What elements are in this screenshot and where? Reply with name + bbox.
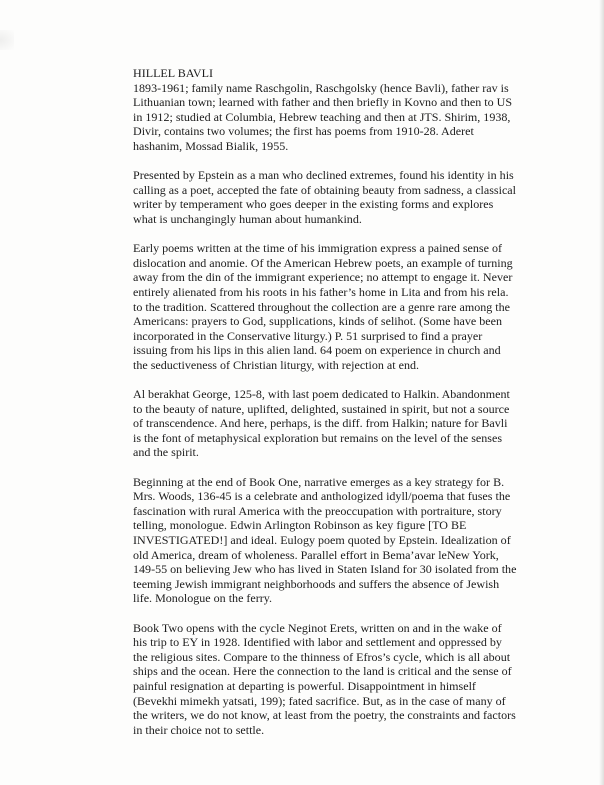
paragraph-6: [133, 621, 533, 738]
paragraph-list: [133, 81, 533, 738]
paragraph-5: [133, 475, 533, 606]
text-line: the seductiveness of Christian liturgy, with rejection at end.: [133, 357, 420, 372]
text-line: Divir, contains two volumes; the first has poems from 1910-28. Aderet: [133, 124, 474, 139]
text-line: Americans: prayers to God, supplications, kinds of selihot. (Some have been: [133, 314, 503, 329]
text-line: writer by temperament who goes deeper in the existing forms and explores: [133, 197, 494, 212]
text-line: fascination with rural America with the preoccupation with portraiture, story: [133, 503, 502, 518]
text-line: entirely alienated from his roots in his father’s home in Lita and from his rela.: [133, 284, 509, 299]
text-line: to the tradition. Scattered throughout the collection are a genre rare among the: [133, 299, 510, 314]
document-title: HILLEL BAVLI: [133, 66, 213, 80]
document-body: [133, 66, 533, 752]
scan-edge-mark: [0, 30, 14, 50]
text-line: telling, monologue. Edwin Arlington Robinson as key figure [TO BE: [133, 518, 467, 533]
text-line: incorporated in the Conservative liturgy.) P. 51 surprised to find a prayer: [133, 328, 483, 343]
text-line: painful resignation at departing is powerful. Disappointment in himself: [133, 678, 476, 693]
text-line: life. Monologue on the ferry.: [133, 591, 273, 606]
text-line: to the beauty of nature, uplifted, delighted, sustained in spirit, but not a source: [133, 401, 510, 416]
text-line: issuing from his lips in this alien land. 64 poem on experience in church and: [133, 343, 501, 358]
text-line: 1893-1961; family name Raschgolin, Raschgolsky (hence Bavli), father rav is: [133, 80, 509, 95]
text-line: calling as a poet, accepted the fate of obtaining beauty from sadness, a classical: [133, 182, 517, 197]
text-line: Book Two opens with the cycle Neginot Erets, written on and in the wake of: [133, 620, 502, 635]
paragraph-3: [133, 241, 533, 372]
text-line: Early poems written at the time of his immigration express a pained sense of: [133, 241, 503, 256]
text-line: 149-55 on believing Jew who has lived in Staten Island for 30 isolated from the: [133, 562, 517, 577]
text-line: Presented by Epstein as a man who declined extremes, found his identity in his: [133, 168, 514, 183]
text-line: the writers, we do not know, at least from the poetry, the constraints and factors: [133, 708, 516, 723]
paragraph-1: [133, 81, 533, 154]
text-line: Mrs. Woods, 136-45 is a celebrate and anthologized idyll/poema that fuses the: [133, 489, 511, 504]
text-line: dislocation and anomie. Of the American Hebrew poets, an example of turning: [133, 255, 513, 270]
text-line: his trip to EY in 1928. Identified with labor and settlement and oppressed by: [133, 635, 502, 650]
text-line: and the spirit.: [133, 445, 199, 460]
text-line: (Bevekhi mimekh yatsati, 199); fated sacrifice. But, as in the case of many of: [133, 693, 506, 708]
paragraph-2: [133, 168, 533, 226]
text-line: in their choice not to settle.: [133, 722, 265, 737]
text-line: old America, dream of wholeness. Parallel effort in Bema’avar leNew York,: [133, 547, 499, 562]
text-line: in 1912; studied at Columbia, Hebrew teaching and then at JTS. Shirim, 1938,: [133, 109, 511, 124]
text-line: Lithuanian town; learned with father and then briefly in Kovno and then to US: [133, 95, 513, 110]
text-line: what is unchangingly human about humankind.: [133, 211, 362, 226]
paragraph-4: [133, 387, 533, 460]
text-line: INVESTIGATED!] and ideal. Eulogy poem quoted by Epstein. Idealization of: [133, 533, 511, 547]
text-line: is the font of metaphysical exploration but remains on the level of the senses: [133, 430, 503, 445]
text-line: away from the din of the immigrant experience; no attempt to engage it. Never: [133, 270, 513, 285]
text-line: Beginning at the end of Book One, narrative emerges as a key strategy for B.: [133, 474, 505, 489]
text-line: of transcendence. And here, perhaps, is the diff. from Halkin; nature for Bavli: [133, 416, 508, 431]
text-line: the religious sites. Compare to the thinness of Efros’s cycle, which is all about: [133, 649, 511, 664]
scan-edge-shadow: [599, 0, 604, 785]
text-line: ships and the ocean. Here the connection to the land is critical and the sense of: [133, 664, 512, 679]
text-line: hashanim, Mossad Bialik, 1955.: [133, 138, 289, 153]
text-line: Al berakhat George, 125-8, with last poem dedicated to Halkin. Abandonment: [133, 387, 510, 402]
text-line: teeming Jewish immigrant neighborhoods and suffers the absence of Jewish: [133, 576, 500, 591]
